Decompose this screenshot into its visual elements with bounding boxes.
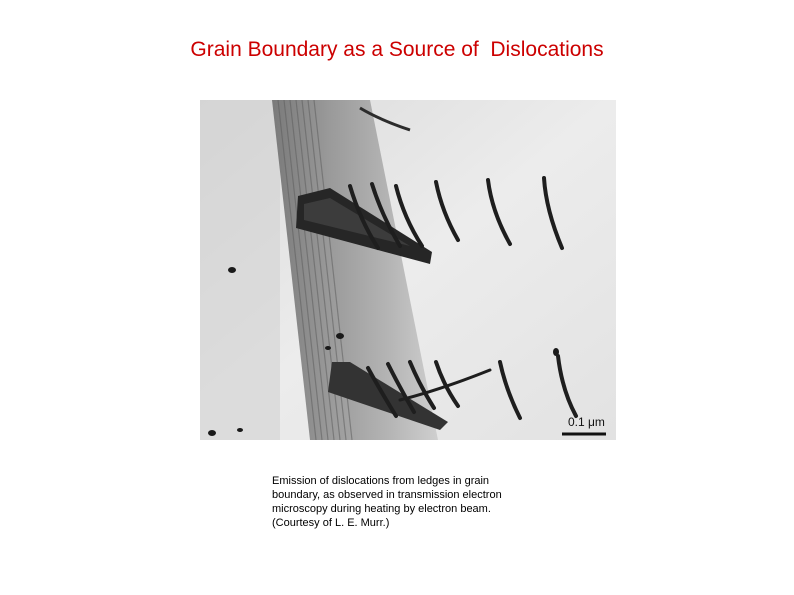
caption-line: microscopy during heating by electron beam. [272,503,491,515]
scale-bar-label: 0.1 μm [568,415,605,429]
caption-line: (Courtesy of L. E. Murr.) [272,517,390,529]
figure-caption [272,474,542,530]
caption-line: boundary, as observed in transmission electron [272,489,502,501]
left-grain [200,100,280,440]
tem-micrograph [200,100,616,440]
slide-title: Grain Boundary as a Source of Dislocations [190,38,604,61]
caption-line: Emission of dislocations from ledges in grain [272,475,490,487]
